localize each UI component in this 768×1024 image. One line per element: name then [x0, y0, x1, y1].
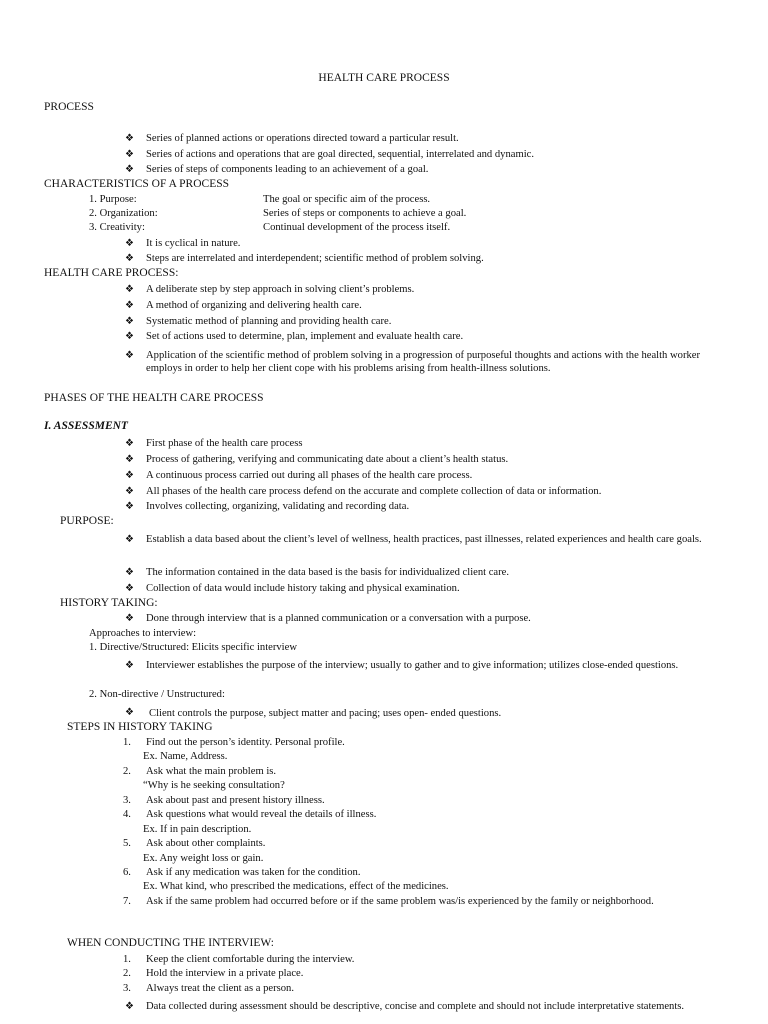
list-item: Set of actions used to determine, plan, implement and evaluate health care. — [146, 331, 464, 342]
bullet-icon: ❖ — [125, 284, 134, 295]
approaches-label: Approaches to interview: — [89, 628, 197, 639]
section-heading-phases: PHASES OF THE HEALTH CARE PROCESS — [44, 392, 264, 404]
list-item: Series of planned actions or operations directed toward a particular result. — [146, 133, 459, 144]
bullet-icon: ❖ — [125, 331, 134, 342]
step-number: 3. — [123, 795, 131, 806]
list-item: A continuous process carried out during all phases of the health care process. — [146, 470, 473, 481]
list-item: Series of actions and operations that are goal directed, sequential, interrelated and dynamic. — [146, 149, 534, 160]
characteristic-term: 2. Organization: — [89, 208, 158, 219]
bullet-icon: ❖ — [125, 454, 134, 465]
bullet-icon: ❖ — [125, 501, 134, 512]
bullet-icon: ❖ — [125, 470, 134, 481]
subheading-history-taking: HISTORY TAKING: — [60, 597, 158, 609]
bullet-icon: ❖ — [125, 253, 134, 264]
step-text: Ask what the main problem is. — [146, 766, 277, 777]
bullet-icon: ❖ — [125, 133, 134, 144]
step-text: Ask about past and present history illness. — [146, 795, 325, 806]
list-item: Systematic method of planning and providing health care. — [146, 316, 392, 327]
step-text: Ask questions what would reveal the details of illness. — [146, 809, 377, 820]
interview-text: Keep the client comfortable during the interview. — [146, 954, 355, 965]
list-item: Establish a data based about the client’s level of wellness, health practices, past illnesses, related experiences and health care goals. — [146, 534, 702, 545]
bullet-icon: ❖ — [125, 1001, 134, 1012]
bullet-icon: ❖ — [125, 164, 134, 175]
list-item: Application of the scientific method of problem solving in a progression of purposeful thoughts and actions with the health worker employs in order to help her client cope with his problems arising from health-illness solutions. — [146, 350, 700, 374]
bullet-icon: ❖ — [125, 486, 134, 497]
step-text: Find out the person’s identity. Personal profile. — [146, 737, 345, 748]
bullet-icon: ❖ — [125, 534, 134, 545]
interview-text: Always treat the client as a person. — [146, 983, 294, 994]
list-item: All phases of the health care process defend on the accurate and complete collection of data or information. — [146, 486, 602, 497]
bullet-icon: ❖ — [125, 300, 134, 311]
approach-nondirective: 2. Non-directive / Unstructured: — [89, 689, 225, 700]
subheading-purpose: PURPOSE: — [60, 515, 114, 527]
subheading-steps: STEPS IN HISTORY TAKING — [67, 721, 213, 733]
step-number: 6. — [123, 867, 131, 878]
bullet-icon: ❖ — [125, 567, 134, 578]
bullet-icon: ❖ — [125, 707, 134, 718]
list-item: A deliberate step by step approach in solving client’s problems. — [146, 284, 415, 295]
section-heading-characteristics: CHARACTERISTICS OF A PROCESS — [44, 178, 230, 190]
interview-number: 3. — [123, 983, 131, 994]
phase-heading-assessment: I. ASSESSMENT — [44, 420, 128, 432]
bullet-icon: ❖ — [125, 238, 134, 249]
section-heading-process: PROCESS — [44, 101, 94, 113]
bullet-icon: ❖ — [125, 583, 134, 594]
step-text: Ask if the same problem had occurred before or if the same problem was/is experienced by the family or neighborhood. — [146, 896, 654, 907]
bullet-icon: ❖ — [125, 438, 134, 449]
bullet-icon: ❖ — [125, 660, 134, 671]
characteristic-desc: The goal or specific aim of the process. — [263, 194, 431, 205]
step-number: 1. — [123, 737, 131, 748]
list-item: It is cyclical in nature. — [146, 238, 241, 249]
step-example: Ex. If in pain description. — [143, 824, 252, 835]
list-item: Process of gathering, verifying and communicating date about a client’s health status. — [146, 454, 509, 465]
list-item: Data collected during assessment should be descriptive, concise and complete and should not include interpretative statements. — [146, 1001, 685, 1012]
bullet-icon: ❖ — [125, 350, 134, 361]
characteristic-desc: Series of steps or components to achieve a goal. — [263, 208, 467, 219]
interview-number: 2. — [123, 968, 131, 979]
page-title: HEALTH CARE PROCESS — [318, 72, 450, 84]
list-item: Interviewer establishes the purpose of the interview; usually to gather and to give information; utilizes close-ended questions. — [146, 660, 679, 671]
interview-text: Hold the interview in a private place. — [146, 968, 304, 979]
list-item: Done through interview that is a planned communication or a conversation with a purpose. — [146, 613, 531, 624]
list-item: The information contained in the data based is the basis for individualized client care. — [146, 567, 510, 578]
list-item: Collection of data would include history taking and physical examination. — [146, 583, 460, 594]
step-example: “Why is he seeking consultation? — [143, 780, 285, 791]
step-example: Ex. Any weight loss or gain. — [143, 853, 264, 864]
bullet-icon: ❖ — [125, 613, 134, 624]
step-text: Ask about other complaints. — [146, 838, 266, 849]
list-item: Client controls the purpose, subject matter and pacing; uses open- ended questions. — [149, 708, 502, 719]
approach-directive: 1. Directive/Structured: Elicits specific interview — [89, 642, 297, 653]
bullet-icon: ❖ — [125, 316, 134, 327]
list-item: A method of organizing and delivering health care. — [146, 300, 362, 311]
characteristic-desc: Continual development of the process itself. — [263, 222, 451, 233]
step-number: 7. — [123, 896, 131, 907]
subheading-interview: WHEN CONDUCTING THE INTERVIEW: — [67, 937, 274, 949]
bullet-icon: ❖ — [125, 149, 134, 160]
step-number: 2. — [123, 766, 131, 777]
characteristic-term: 3. Creativity: — [89, 222, 145, 233]
step-example: Ex. What kind, who prescribed the medications, effect of the medicines. — [143, 881, 449, 892]
list-item: First phase of the health care process — [146, 438, 303, 449]
step-text: Ask if any medication was taken for the condition. — [146, 867, 361, 878]
section-heading-health-care-process: HEALTH CARE PROCESS: — [44, 267, 179, 279]
list-item: Involves collecting, organizing, validating and recording data. — [146, 501, 410, 512]
list-item: Steps are interrelated and interdependent; scientific method of problem solving. — [146, 253, 484, 264]
step-number: 4. — [123, 809, 131, 820]
interview-number: 1. — [123, 954, 131, 965]
characteristic-term: 1. Purpose: — [89, 194, 137, 205]
step-example: Ex. Name, Address. — [143, 751, 228, 762]
step-number: 5. — [123, 838, 131, 849]
list-item: Series of steps of components leading to an achievement of a goal. — [146, 164, 429, 175]
